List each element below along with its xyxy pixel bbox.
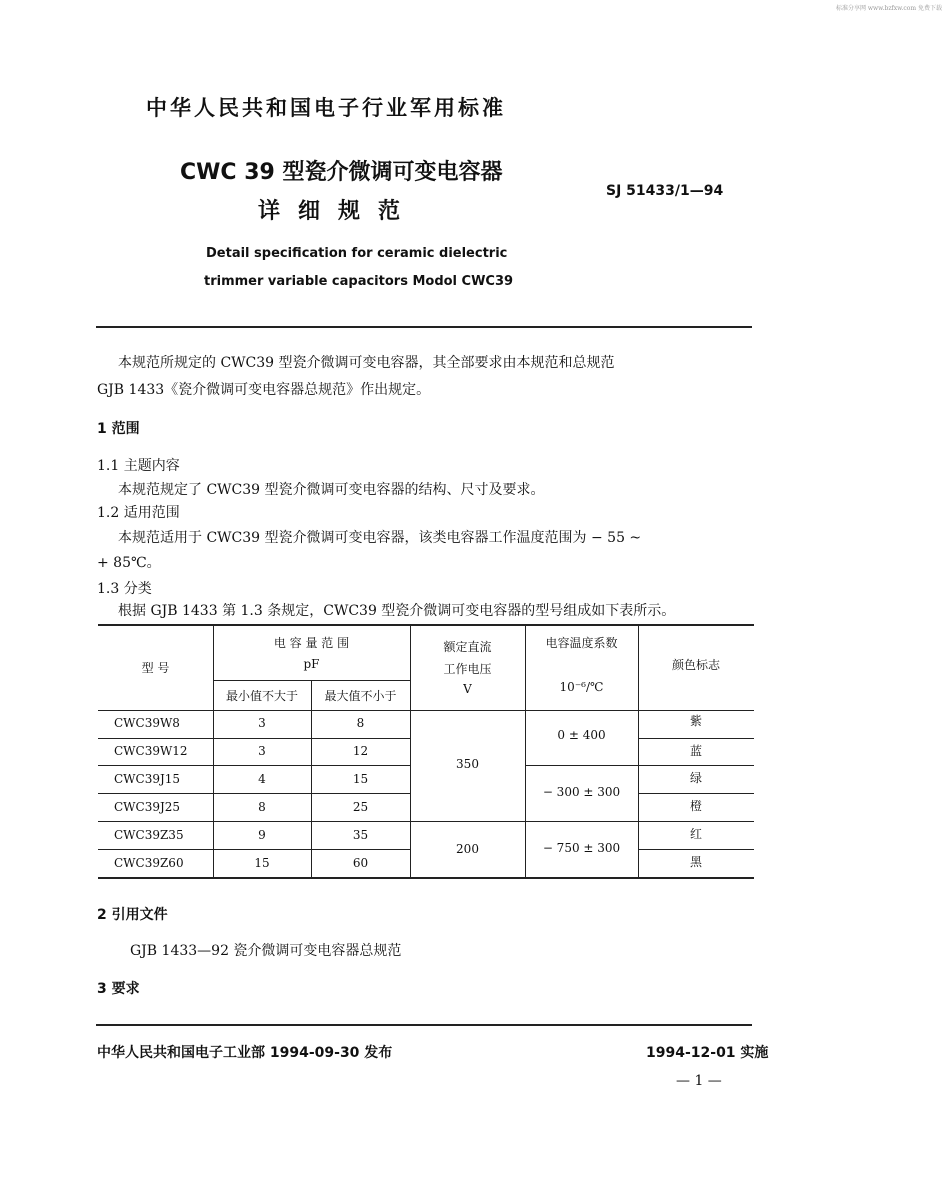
header-voltage-line1: 额定直流 [443, 640, 492, 654]
table-header-rule [98, 710, 754, 711]
table-cell-model: CWC39J25 [114, 800, 181, 814]
table-col-rule [525, 624, 526, 878]
intro-paragraph-line2: GJB 1433《瓷介微调可变电容器总规范》作出规定。 [97, 382, 431, 398]
table-cell-model: CWC39W12 [114, 744, 188, 758]
table-cell-max: 15 [352, 772, 369, 786]
table-cell-min: 15 [254, 856, 270, 870]
header-min-value: 最小值不大于 [225, 689, 298, 703]
watermark: 标准分享网 www.bzfxw.com 免费下载 [835, 5, 942, 12]
table-cell-min: 3 [258, 716, 266, 730]
table-row-rule [98, 821, 754, 822]
table-cell-model: CWC39Z35 [114, 828, 184, 842]
issue-statement: 中华人民共和国电子工业部 1994-09-30 发布 [97, 1045, 393, 1061]
table-cell-max: 25 [352, 800, 369, 814]
table-row-rule [638, 738, 754, 739]
table-cell-color: 黑 [689, 855, 702, 869]
table-row-rule [525, 765, 754, 766]
table-cell-temp-coefficient: 0 ± 400 [557, 728, 606, 742]
table-row-rule [98, 738, 410, 739]
table-cell-min: 4 [258, 772, 266, 786]
table-row-rule [98, 765, 410, 766]
english-title-line1: Detail specification for ceramic dielectric [206, 246, 508, 261]
header-max-value: 最大值不小于 [324, 689, 397, 703]
table-cell-voltage: 350 [456, 757, 479, 771]
table-cell-model: CWC39J15 [114, 772, 181, 786]
table-cell-max: 12 [352, 744, 369, 758]
section-1-2-heading: 1.2 适用范围 [97, 505, 180, 521]
table-cell-min: 8 [258, 800, 266, 814]
header-capacitance-range: 电 容 量 范 围 [273, 636, 350, 650]
table-row-rule [638, 849, 754, 850]
bottom-divider [96, 1024, 752, 1026]
model-classification-table [98, 624, 754, 878]
header-color-mark: 颜色标志 [671, 658, 720, 672]
table-cell-max: 60 [352, 856, 369, 870]
section-1-1-body: 本规范规定了 CWC39 型瓷介微调可变电容器的结构、尺寸及要求。 [118, 482, 545, 498]
header-voltage-unit: V [463, 682, 472, 696]
section-1-2-body-line2: + 85℃。 [97, 555, 161, 571]
table-cell-color: 红 [689, 827, 702, 841]
standard-number: SJ 51433/1—94 [606, 183, 724, 199]
header-voltage-line2: 工作电压 [443, 662, 492, 676]
section-1-3-body: 根据 GJB 1433 第 1.3 条规定，CWC39 型瓷介微调可变电容器的型号组成如下表所示。 [118, 603, 676, 619]
table-cell-max: 35 [352, 828, 369, 842]
table-cell-voltage: 200 [456, 842, 479, 856]
header-temp-unit: 10⁻⁶/℃ [559, 680, 604, 694]
document-title: CWC 39 型瓷介微调可变电容器 [180, 160, 503, 185]
table-bottom-border [98, 877, 754, 879]
table-cell-temp-coefficient: − 750 ± 300 [542, 841, 621, 855]
page-number: — 1 — [676, 1073, 722, 1089]
section-2-heading: 2 引用文件 [97, 907, 168, 923]
header-capacitance-unit: pF [303, 657, 320, 671]
table-cell-temp-coefficient: − 300 ± 300 [542, 785, 621, 799]
intro-paragraph-line1: 本规范所规定的 CWC39 型瓷介微调可变电容器，其全部要求由本规范和总规范 [118, 355, 615, 371]
document-subtitle: 详细规范 [258, 199, 419, 224]
standard-category-header: 中华人民共和国电子行业军用标准 [146, 96, 506, 120]
top-divider [96, 326, 752, 328]
table-cell-max: 8 [356, 716, 365, 730]
section-1-1-heading: 1.1 主题内容 [97, 458, 180, 474]
table-top-border [98, 624, 754, 626]
table-cell-color: 橙 [689, 799, 702, 813]
table-cell-color: 蓝 [689, 744, 702, 758]
header-temp-coefficient: 电容温度系数 [545, 636, 618, 650]
section-3-heading: 3 要求 [97, 981, 140, 997]
table-cell-color: 绿 [689, 771, 702, 785]
header-model: 型 号 [141, 661, 170, 675]
referenced-document: GJB 1433—92 瓷介微调可变电容器总规范 [130, 943, 402, 959]
table-row-rule [638, 793, 754, 794]
section-1-3-heading: 1.3 分类 [97, 581, 152, 597]
english-title-line2: trimmer variable capacitors Modol CWC39 [204, 274, 514, 289]
table-cell-model: CWC39W8 [114, 716, 180, 730]
effective-date: 1994-12-01 实施 [646, 1045, 769, 1061]
section-1-heading: 1 范围 [97, 421, 140, 437]
section-1-2-body-line1: 本规范适用于 CWC39 型瓷介微调可变电容器，该类电容器工作温度范围为 − 55 ~ [118, 530, 642, 546]
table-cell-min: 3 [258, 744, 266, 758]
table-cell-min: 9 [258, 828, 266, 842]
table-cell-model: CWC39Z60 [114, 856, 184, 870]
table-row-rule [98, 849, 410, 850]
table-cell-color: 紫 [689, 714, 702, 728]
table-row-rule [98, 793, 410, 794]
